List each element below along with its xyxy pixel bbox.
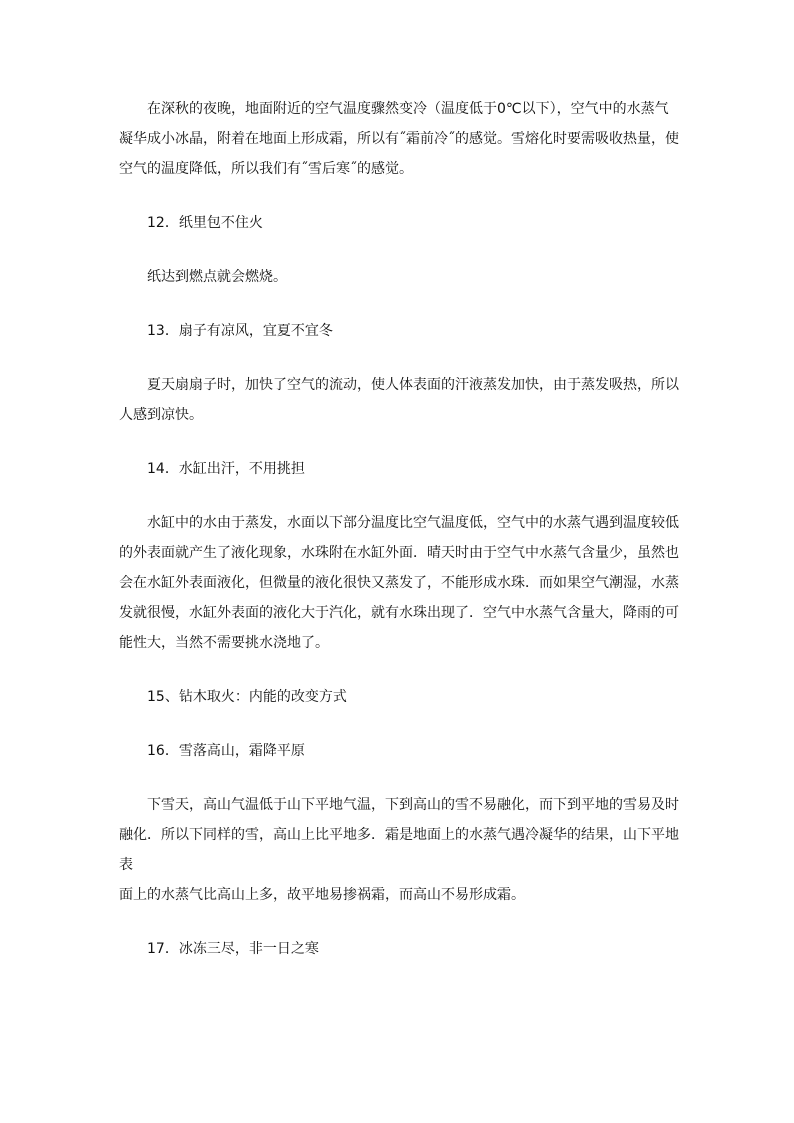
paragraph-fan: 夏天扇扇子时，加快了空气的流动，使人体表面的汗液蒸发加快，由于蒸发吸热，所以 人感到凉快。 bbox=[119, 377, 679, 423]
paragraph-snow-mountain: 下雪天，高山气温低于山下平地气温，下到高山的雪不易融化，而下到平地的雪易及时 融化．所以下同样的雪，高山上比平地多．霜是地面上的水蒸气遇冷凝华的结果，山下平地表 面上的水蒸气比高山上多，故平地易掺祸霜，而高山不易形成霜。 bbox=[119, 797, 679, 903]
heading-17: 17．冰冻三尽，非一日之寒 bbox=[147, 941, 319, 957]
heading-12: 12．纸里包不住火 bbox=[147, 215, 263, 231]
heading-14: 14．水缸出汗，不用挑担 bbox=[147, 461, 305, 477]
heading-16: 16．雪落高山，霜降平原 bbox=[147, 743, 305, 759]
paragraph-paper-fire: 纸达到燃点就会燃烧。 bbox=[147, 269, 287, 285]
paragraph-frost-snow: 在深秋的夜晚，地面附近的空气温度骤然变冷（温度低于0℃以下），空气中的水蒸气 凝华成小冰晶，附着在地面上形成霜，所以有˝霜前冷˝的感觉。雪熔化时要需吸收热量，使 空气的温度降低，所以我们有˝雪后寒˝的感觉。 bbox=[119, 101, 679, 177]
document-body bbox=[119, 94, 679, 964]
paragraph-water-jar: 水缸中的水由于蒸发，水面以下部分温度比空气温度低，空气中的水蒸气遇到温度较低 的外表面就产生了液化现象，水珠附在水缸外面．晴天时由于空气中水蒸气含量少，虽然也 会在水缸外表面液化，但微量的液化很快又蒸发了，不能形成水珠．而如果空气潮湿，水蒸 发就很慢，水缸外表面的液化大于汽化，就有水珠出现了．空气中水蒸气含量大，降雨的可 能性大，当然不需要挑水浇地了。 bbox=[119, 515, 679, 651]
heading-13: 13．扇子有凉风，宜夏不宜冬 bbox=[147, 323, 333, 339]
heading-15: 15、钻木取火：内能的改变方式 bbox=[147, 689, 347, 705]
